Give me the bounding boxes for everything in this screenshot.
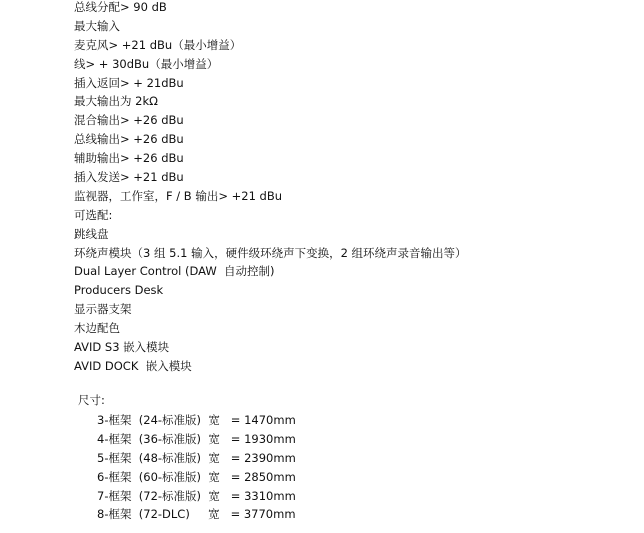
spec-mic-input: 麦克风> +21 dBu（最小增益）	[74, 37, 242, 52]
spec-mix-output: 混合输出> +26 dBu	[74, 113, 184, 128]
option-wood-trim: 木边配色	[74, 321, 120, 336]
option-producers-desk: Producers Desk	[74, 283, 164, 298]
dimension-row: 4-框架 (36-标准版) 宽 = 1930mm	[97, 431, 296, 446]
dimension-row: 7-框架 (72-标准版) 宽 = 3310mm	[97, 488, 296, 503]
dimensions-heading: 尺寸:	[78, 393, 105, 407]
option-avid-s3-module: AVID S3 嵌入模块	[74, 340, 170, 355]
spec-bus-assign: 总线分配> 90 dB	[74, 0, 167, 14]
option-avid-dock-module: AVID DOCK 嵌入模块	[74, 358, 192, 373]
spec-max-output-heading: 最大输出为 2kΩ	[74, 94, 158, 109]
spec-insert-return: 插入返回> + 21dBu	[74, 75, 184, 90]
option-dual-layer-control: Dual Layer Control (DAW 自动控制)	[74, 264, 275, 279]
options-heading: 可选配:	[74, 207, 113, 222]
dimension-row: 6-框架 (60-标准版) 宽 = 2850mm	[97, 469, 296, 484]
spec-bus-output: 总线输出> +26 dBu	[74, 132, 184, 147]
spec-aux-output: 辅助输出> +26 dBu	[74, 151, 184, 166]
spec-insert-send: 插入发送> +21 dBu	[74, 170, 184, 185]
dimensions-section	[78, 391, 598, 524]
spec-max-input-heading: 最大输入	[74, 18, 120, 33]
spec-line-input: 线> + 30dBu（最小增益）	[74, 56, 219, 71]
dimension-row: 8-框架 (72-DLC) 宽 = 3770mm	[97, 507, 296, 522]
dimension-row: 5-框架 (48-标准版) 宽 = 2390mm	[97, 450, 296, 465]
option-monitor-stand: 显示器支架	[74, 302, 132, 317]
option-patchbay: 跳线盘	[74, 226, 109, 241]
spec-text-block	[74, 0, 634, 376]
dimension-row: 3-框架 (24-标准版) 宽 = 1470mm	[97, 413, 296, 427]
option-surround-module: 环绕声模块（3 组 5.1 输入，硬件级环绕声下变换，2 组环绕声录音输出等）	[74, 245, 467, 260]
spec-monitor-output: 监视器，工作室，F / B 输出> +21 dBu	[74, 188, 283, 203]
